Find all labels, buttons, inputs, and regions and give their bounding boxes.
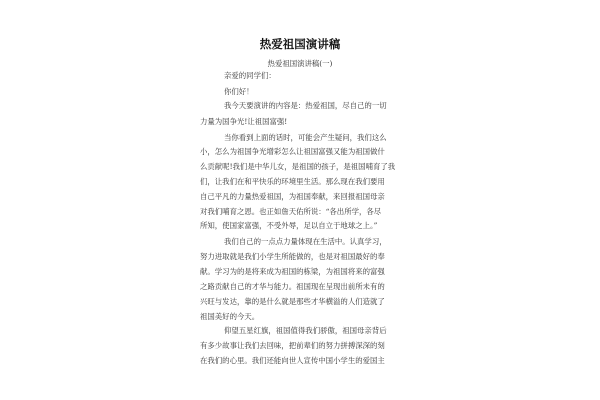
paragraph-line: 在我们的心里。我们还能向世人宣传中国小学生的爱国主 — [200, 356, 385, 365]
paragraph-line: 之路贡献自己的才华与能力。祖国现在呈现出前所未有的 — [200, 282, 385, 291]
paragraph-line: 有多少故事让我们去回味，把前辈们的努力拼搏深深的刻 — [200, 341, 385, 350]
paragraph-line: 所知，使国家富强，不受外辱，足以自立于地球之上。” — [200, 221, 378, 230]
paragraph-line: 当你看到上面的话时，可能会产生疑问，我们这么 — [224, 133, 387, 142]
paragraph-line: 祖国美好的今天。 — [200, 312, 260, 321]
paragraph-line: 仰望五星红旗，祖国值得我们骄傲，祖国母亲背后 — [224, 326, 387, 335]
paragraph-line: 力量为国争光!让祖国富强! — [200, 117, 288, 126]
paragraph-line: 么贡献呢!我们是中华儿女，是祖国的孩子，是祖国哺育了我 — [200, 162, 396, 171]
document-title: 热爱祖国演讲稿 — [259, 37, 341, 51]
paragraph-line: 努力进取就是我们小学生所能做的，也是对祖国最好的奉 — [200, 252, 385, 261]
paragraph-line: 兴旺与发达，靠的是什么就是那些才华横溢的人们造就了 — [200, 297, 385, 306]
paragraph-line: 小，怎么为祖国争光增彩怎么让祖国富强又能为祖国做什 — [200, 147, 385, 156]
paragraph-line: 自己平凡的力量热爱祖国，为祖国奉献，来回报祖国母亲 — [200, 192, 385, 201]
paragraph-line: 献。学习为的是将来成为祖国的栋梁，为祖国将来的富强 — [200, 267, 385, 276]
paragraph-line: 对我们哺育之恩。也正如詹天佑所说：“各出所学，各尽 — [200, 207, 382, 216]
paragraph-line: 我们自己的一点点力量体现在生活中。认真学习， — [224, 237, 387, 246]
greeting: 你们好！ — [224, 87, 254, 96]
paragraph-line: 们，让我们在和平快乐的环境里生活。那么现在我们要用 — [200, 177, 385, 186]
paragraph-line: 我今天要演讲的内容是：热爱祖国，尽自己的一切 — [224, 101, 387, 110]
document-subtitle: 热爱祖国演讲稿(一) — [267, 59, 333, 68]
salutation: 亲爱的同学们： — [224, 71, 276, 80]
